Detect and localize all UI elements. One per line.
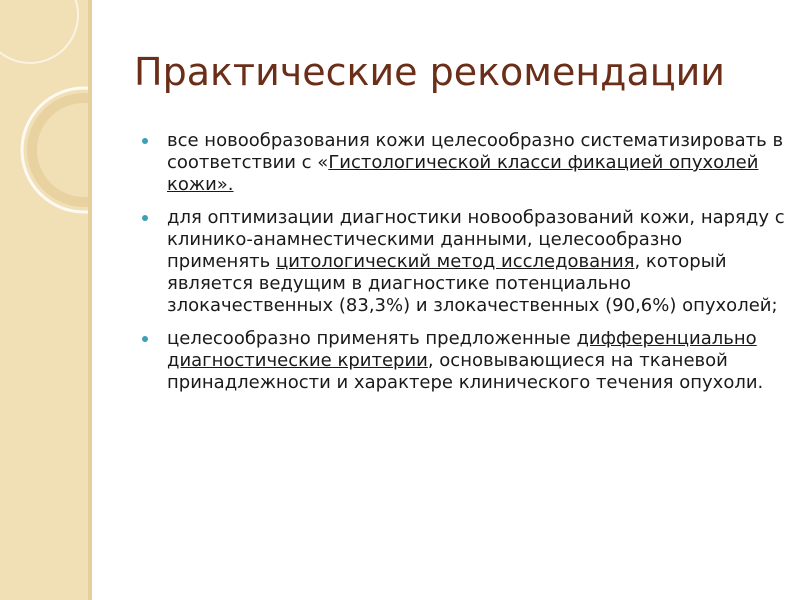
underlined-term: цитологический метод исследования bbox=[275, 251, 635, 272]
underlined-term: Гистологической класси фикацией опухолей кожи». bbox=[167, 152, 759, 195]
decorative-circles bbox=[0, 0, 88, 600]
bullet-1-text: все новообразования кожи целесообразно систематизировать в соответствии с «Гистологической класси фикацией опухолей кожи». bbox=[167, 130, 784, 195]
bullet-2-text: для оптимизации диагностики новообразований кожи, наряду с клинико-анамнестическими данными, целесообразно применять цитологический метод исследования, который является ведущим в диагностике потенциально злокачественных (83,3%) и злокачественных (90,6%) опухолей; bbox=[167, 207, 785, 316]
bullet-dot-icon bbox=[142, 336, 148, 342]
bullet-item-1 bbox=[140, 130, 785, 196]
side-band-edge bbox=[88, 0, 92, 600]
bullet-list bbox=[140, 130, 785, 405]
bullet-dot-icon bbox=[142, 138, 148, 144]
bullet-dot-icon bbox=[142, 215, 148, 221]
slide-title: Практические рекомендации bbox=[134, 50, 726, 94]
side-decoration-band bbox=[0, 0, 88, 600]
bullet-3-text: целесообразно применять предложенные дифференциально диагностические критерии, основывающиеся на тканевой принадлежности и характере клинического течения опухоли. bbox=[167, 328, 764, 393]
bullet-item-2 bbox=[140, 207, 785, 317]
bullet-item-3 bbox=[140, 328, 785, 394]
underlined-term: дифференциально диагностические критерии bbox=[167, 328, 757, 371]
